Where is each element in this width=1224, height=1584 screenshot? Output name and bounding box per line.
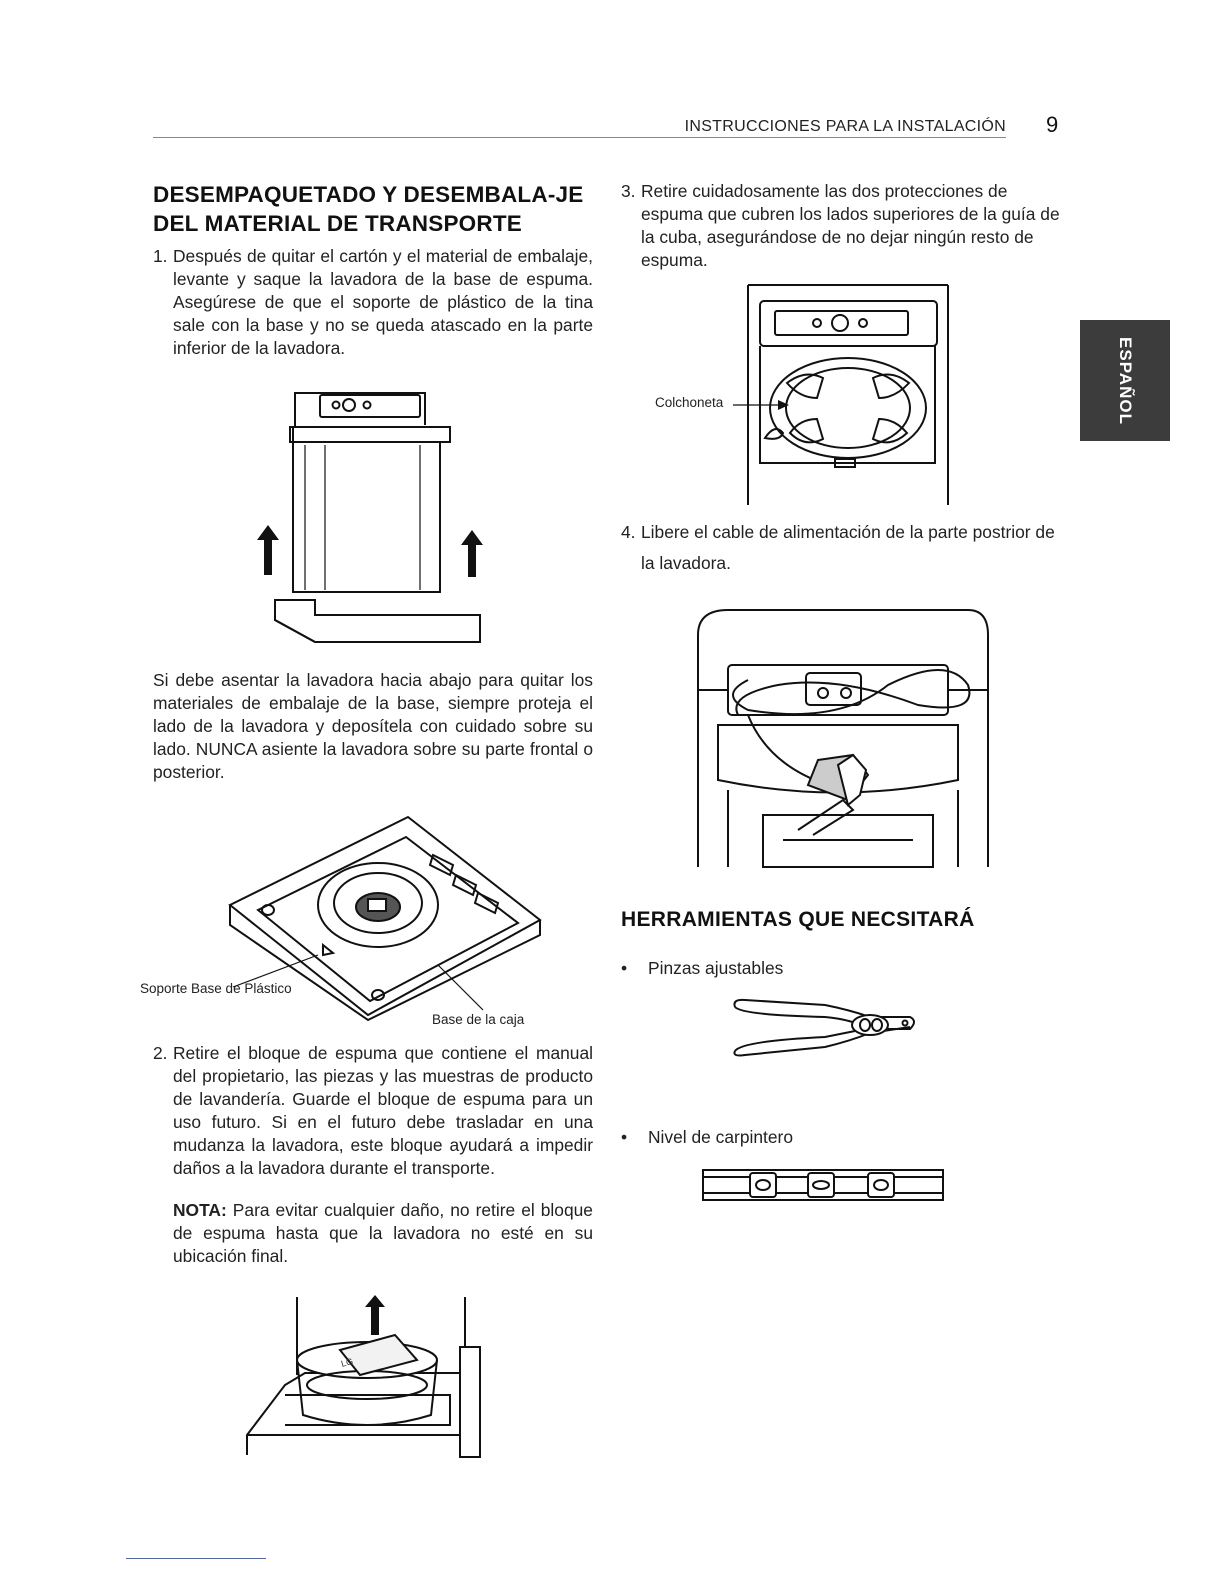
carpenter-level-icon xyxy=(700,1165,946,1205)
page-number: 9 xyxy=(1046,112,1059,137)
step-1 xyxy=(153,245,593,360)
step-3 xyxy=(621,180,1066,272)
pliers-icon xyxy=(730,995,920,1060)
bullet: • xyxy=(621,958,628,978)
label-foam-pad: Colchoneta xyxy=(655,395,724,410)
bullet: • xyxy=(621,1127,628,1147)
step-3-number: 3. xyxy=(621,181,636,201)
svg-text:LG: LG xyxy=(339,1356,355,1369)
tool-item-pliers xyxy=(621,958,783,979)
running-header: INSTRUCCIONES PARA LA INSTALACIÓN xyxy=(684,118,1006,135)
pad-leader-line xyxy=(733,395,793,415)
step-2-number: 2. xyxy=(153,1043,168,1063)
tool-item-level xyxy=(621,1127,793,1148)
label-box-base: Base de la caja xyxy=(432,1012,525,1027)
tool-label: Nivel de carpintero xyxy=(648,1127,793,1147)
label-plastic-support: Soporte Base de Plástico xyxy=(140,981,292,996)
step-1-number: 1. xyxy=(153,246,168,266)
step-4-text: Libere el cable de alimentación de la parte postrior de la lavadora. xyxy=(641,522,1055,573)
warning-paragraph: Si debe asentar la lavadora hacia abajo para quitar los materiales de embalaje de la base, siempre proteja el lado de la lavadora y deposítela con cuidado sobre su lado. NUNCA asiente la lavadora sobre su parte frontal o posterior. xyxy=(153,670,593,782)
note-label: NOTA: xyxy=(173,1200,227,1220)
section-heading-tools: HERRAMIENTAS QUE NECSITARÁ xyxy=(621,908,975,931)
note xyxy=(173,1199,593,1268)
power-cord-illustration xyxy=(688,605,1000,870)
note-text: Para evitar cualquier daño, no retire el bloque de espuma hasta que la lavadora no esté en su ubicación final. xyxy=(173,1200,593,1266)
step-1-text: Después de quitar el cartón y el material de embalaje, levante y saque la lavadora de la base de espuma. Asegúrese de que el soporte de plástico de la tina sale con la base y no se queda atascado en la parte inferior de la lavadora. xyxy=(173,246,593,358)
step-4-number: 4. xyxy=(621,522,636,542)
language-tab-label: ESPAÑOL xyxy=(1116,336,1135,425)
washer-lift-illustration xyxy=(255,385,495,647)
section-heading-unpacking: DESEMPAQUETADO Y DESEMBALA-JE DEL MATERIAL DE TRANSPORTE xyxy=(153,182,584,236)
tool-label: Pinzas ajustables xyxy=(648,958,784,978)
header-divider xyxy=(153,137,1006,138)
step-4 xyxy=(621,517,1066,579)
step-2-text: Retire el bloque de espuma que contiene el manual del propietario, las piezas y las muestras de producto de lavandería. Guarde el bloque de espuma para un uso futuro. Si en el futuro debe trasladar en una mudanza la lavadora, este bloque ayudará a impedir daños a la lavadora durante el transporte. xyxy=(173,1043,593,1178)
language-tab xyxy=(1080,320,1170,441)
footer-link-underline xyxy=(126,1558,266,1559)
step-2 xyxy=(153,1042,593,1180)
step-3-text: Retire cuidadosamente las dos protecciones de espuma que cubren los lados superiores de la guía de la cuba, asegurándose de no dejar ningún resto de espuma. xyxy=(641,181,1060,270)
foam-block-illustration xyxy=(245,1295,485,1460)
